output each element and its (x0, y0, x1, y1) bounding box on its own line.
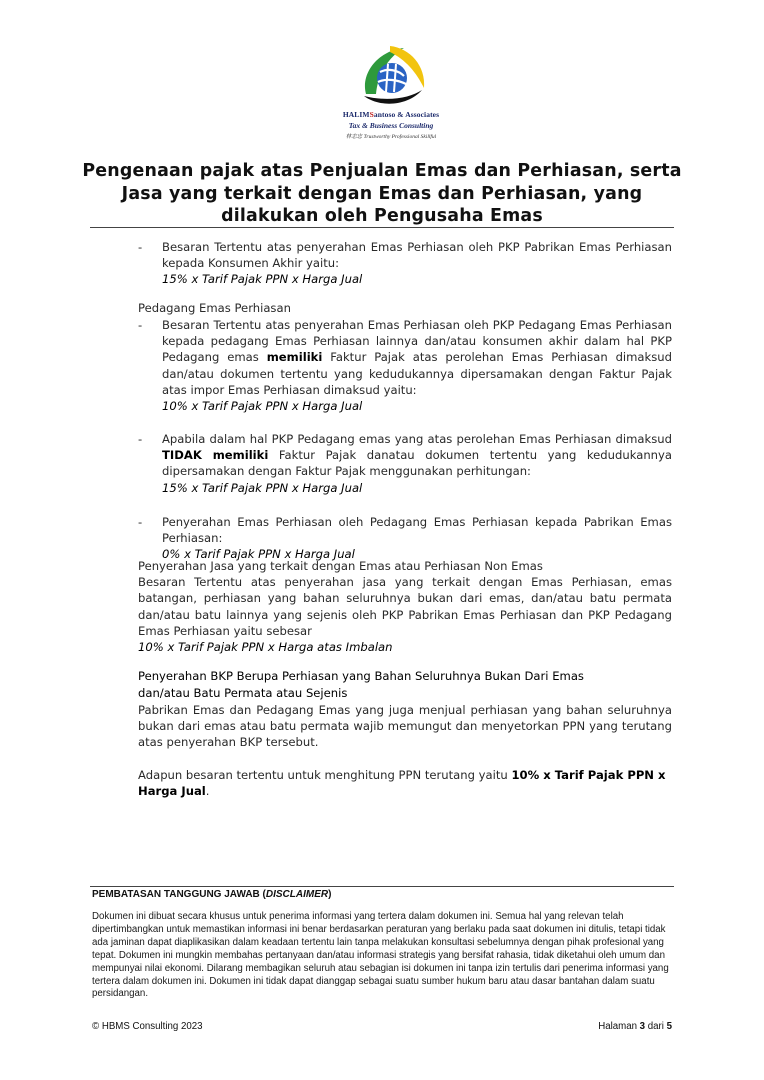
bullet-dash: - (138, 515, 143, 529)
company-logo (336, 42, 446, 154)
formula-text: 15% x Tarif Pajak PPN x Harga Jual (162, 480, 363, 495)
logo-tagline: 林志忠 Trustworthy Professional Skillful (345, 134, 437, 140)
emphasis-text: TIDAK memiliki (162, 448, 269, 463)
paragraph-text: Besaran Tertentu atas penyerahan Emas Perhiasan oleh PKP Pabrikan Emas Perhiasan kepada Konsumen Akhir yaitu: (162, 240, 672, 271)
title-divider (90, 227, 674, 228)
formula-text: 10% x Tarif Pajak PPN x Harga Jual (162, 399, 363, 414)
formula-text: 0% x Tarif Pajak PPN x Harga Jual (162, 547, 355, 562)
disclaimer-heading: PEMBATASAN TANGGUNG JAWAB (DISCLAIMER) (92, 889, 332, 900)
paragraph-text: . (205, 784, 210, 799)
disclaimer-text: Dokumen ini dibuat secara khusus untuk penerima informasi yang tertera dalam dokumen ini. Semua hal yang relevan telah dipertimbangkan untuk memastikan informasi ini benar berdasarkan peraturan yang berlaku pada saat dokumen ini ditulis, tetapi tidak ada jaminan dapat diaplikasikan dalam keadaan tertentu lain tanpa melakukan konsultasi sebelumnya dengan pihak profesional yang tepat. Dokumen ini mungkin membahas pertanyaan dan/atau informasi strategis yang bersifat rahasia, tidak diketahui oleh umum dan mempunyai nilai ekonomi. Dilarang membagikan seluruh atau sebagian isi dokumen ini tanpa izin tertulis dari penerima informasi yang tertera dalam dokumen ini. Dokumen ini tidak dapat dianggap sebagai suatu sumber hukum baru atau dasar bantahan dalam suatu persidangan. (92, 911, 669, 1000)
closing-paragraph (138, 767, 672, 799)
section-heading: Penyerahan Jasa yang terkait dengan Emas atau Perhiasan Non Emas (138, 559, 543, 573)
paragraph-text: Apabila dalam hal PKP Pedagang emas yang atas perolehan Emas Perhiasan dimaksud (162, 432, 672, 446)
list-item-text (162, 514, 672, 563)
bullet-dash: - (138, 318, 143, 332)
logo-emblem-icon (350, 42, 432, 108)
page-title: Pengenaan pajak atas Penjualan Emas dan Perhiasan, serta Jasa yang terkait dengan Emas dan Perhiasan, yang dilakukan oleh Pengusaha Emas (82, 161, 682, 226)
paragraph-text: Faktur Pajak danatau dokumen tertentu yang kedudukannya dipersamakan dengan Faktur Pajak menggunakan perhitungan: (162, 448, 672, 479)
footer-copyright: © HBMS Consulting 2023 (92, 1021, 203, 1032)
section-heading: Penyerahan BKP Berupa Perhiasan yang Bahan Seluruhnya Bukan Dari Emas dan/atau Batu Permata atau Sejenis (138, 669, 584, 700)
list-item-text (162, 239, 672, 288)
logo-company-name: HALIMSantoso & Associates (342, 110, 440, 119)
disclaimer-divider (90, 886, 674, 887)
list-item-text (162, 317, 672, 414)
formula-text: 15% x Tarif Pajak PPN x Harga Jual (162, 272, 363, 287)
page-number: Halaman 3 dari 5 (598, 1021, 672, 1032)
emphasis-text: memiliki (266, 350, 323, 365)
paragraph-text: Besaran Tertentu atas penyerahan jasa yang terkait dengan Emas Perhiasan, emas batangan, perhiasan yang bahan seluruhnya bukan dari emas, dan/atau batu permata dan/atau batu lainnya yang sejenis oleh PKP Pabrikan Emas Perhiasan dan PKP Pedagang Emas Perhiasan yaitu sebesar (138, 575, 672, 638)
formula-text: 10% x Tarif Pajak PPN x Harga atas Imbalan (138, 640, 393, 655)
paragraph-text: Faktur Pajak atas perolehan Emas Perhiasan dimaksud dan/atau dokumen tertentu yang kedudukannya dipersamakan dengan Faktur Pajak atas impor Emas Perhiasan dimaksud yaitu: (162, 350, 673, 397)
paragraph-text: Adapun besaran tertentu untuk menghitung PPN terutang yaitu (138, 768, 512, 782)
section-jasa (138, 558, 672, 655)
emphasis-text: 10% x Tarif Pajak PPN x Harga Jual (138, 768, 666, 799)
paragraph-text: Penyerahan Emas Perhiasan oleh Pedagang Emas Perhiasan kepada Pabrikan Emas Perhiasan: (162, 515, 672, 546)
logo-subtitle: Tax & Business Consulting (348, 121, 434, 130)
list-item-text (162, 431, 672, 496)
paragraph-text: Pabrikan Emas dan Pedagang Emas yang juga menjual perhiasan yang bahan seluruhnya bukan dari emas atau batu permata wajib memungut dan menyetorkan PPN yang terutang atas penyerahan BKP tersebut. (138, 703, 672, 750)
paragraph-text: Besaran Tertentu atas penyerahan Emas Perhiasan oleh PKP Pedagang Emas Perhiasan kepada pedagang Emas Perhiasan lainnya dan/atau konsumen akhir dalam hal PKP Pedagang emas (162, 318, 672, 365)
bullet-dash: - (138, 432, 143, 446)
section-heading: Pedagang Emas Perhiasan (138, 301, 291, 315)
bullet-dash: - (138, 240, 143, 254)
